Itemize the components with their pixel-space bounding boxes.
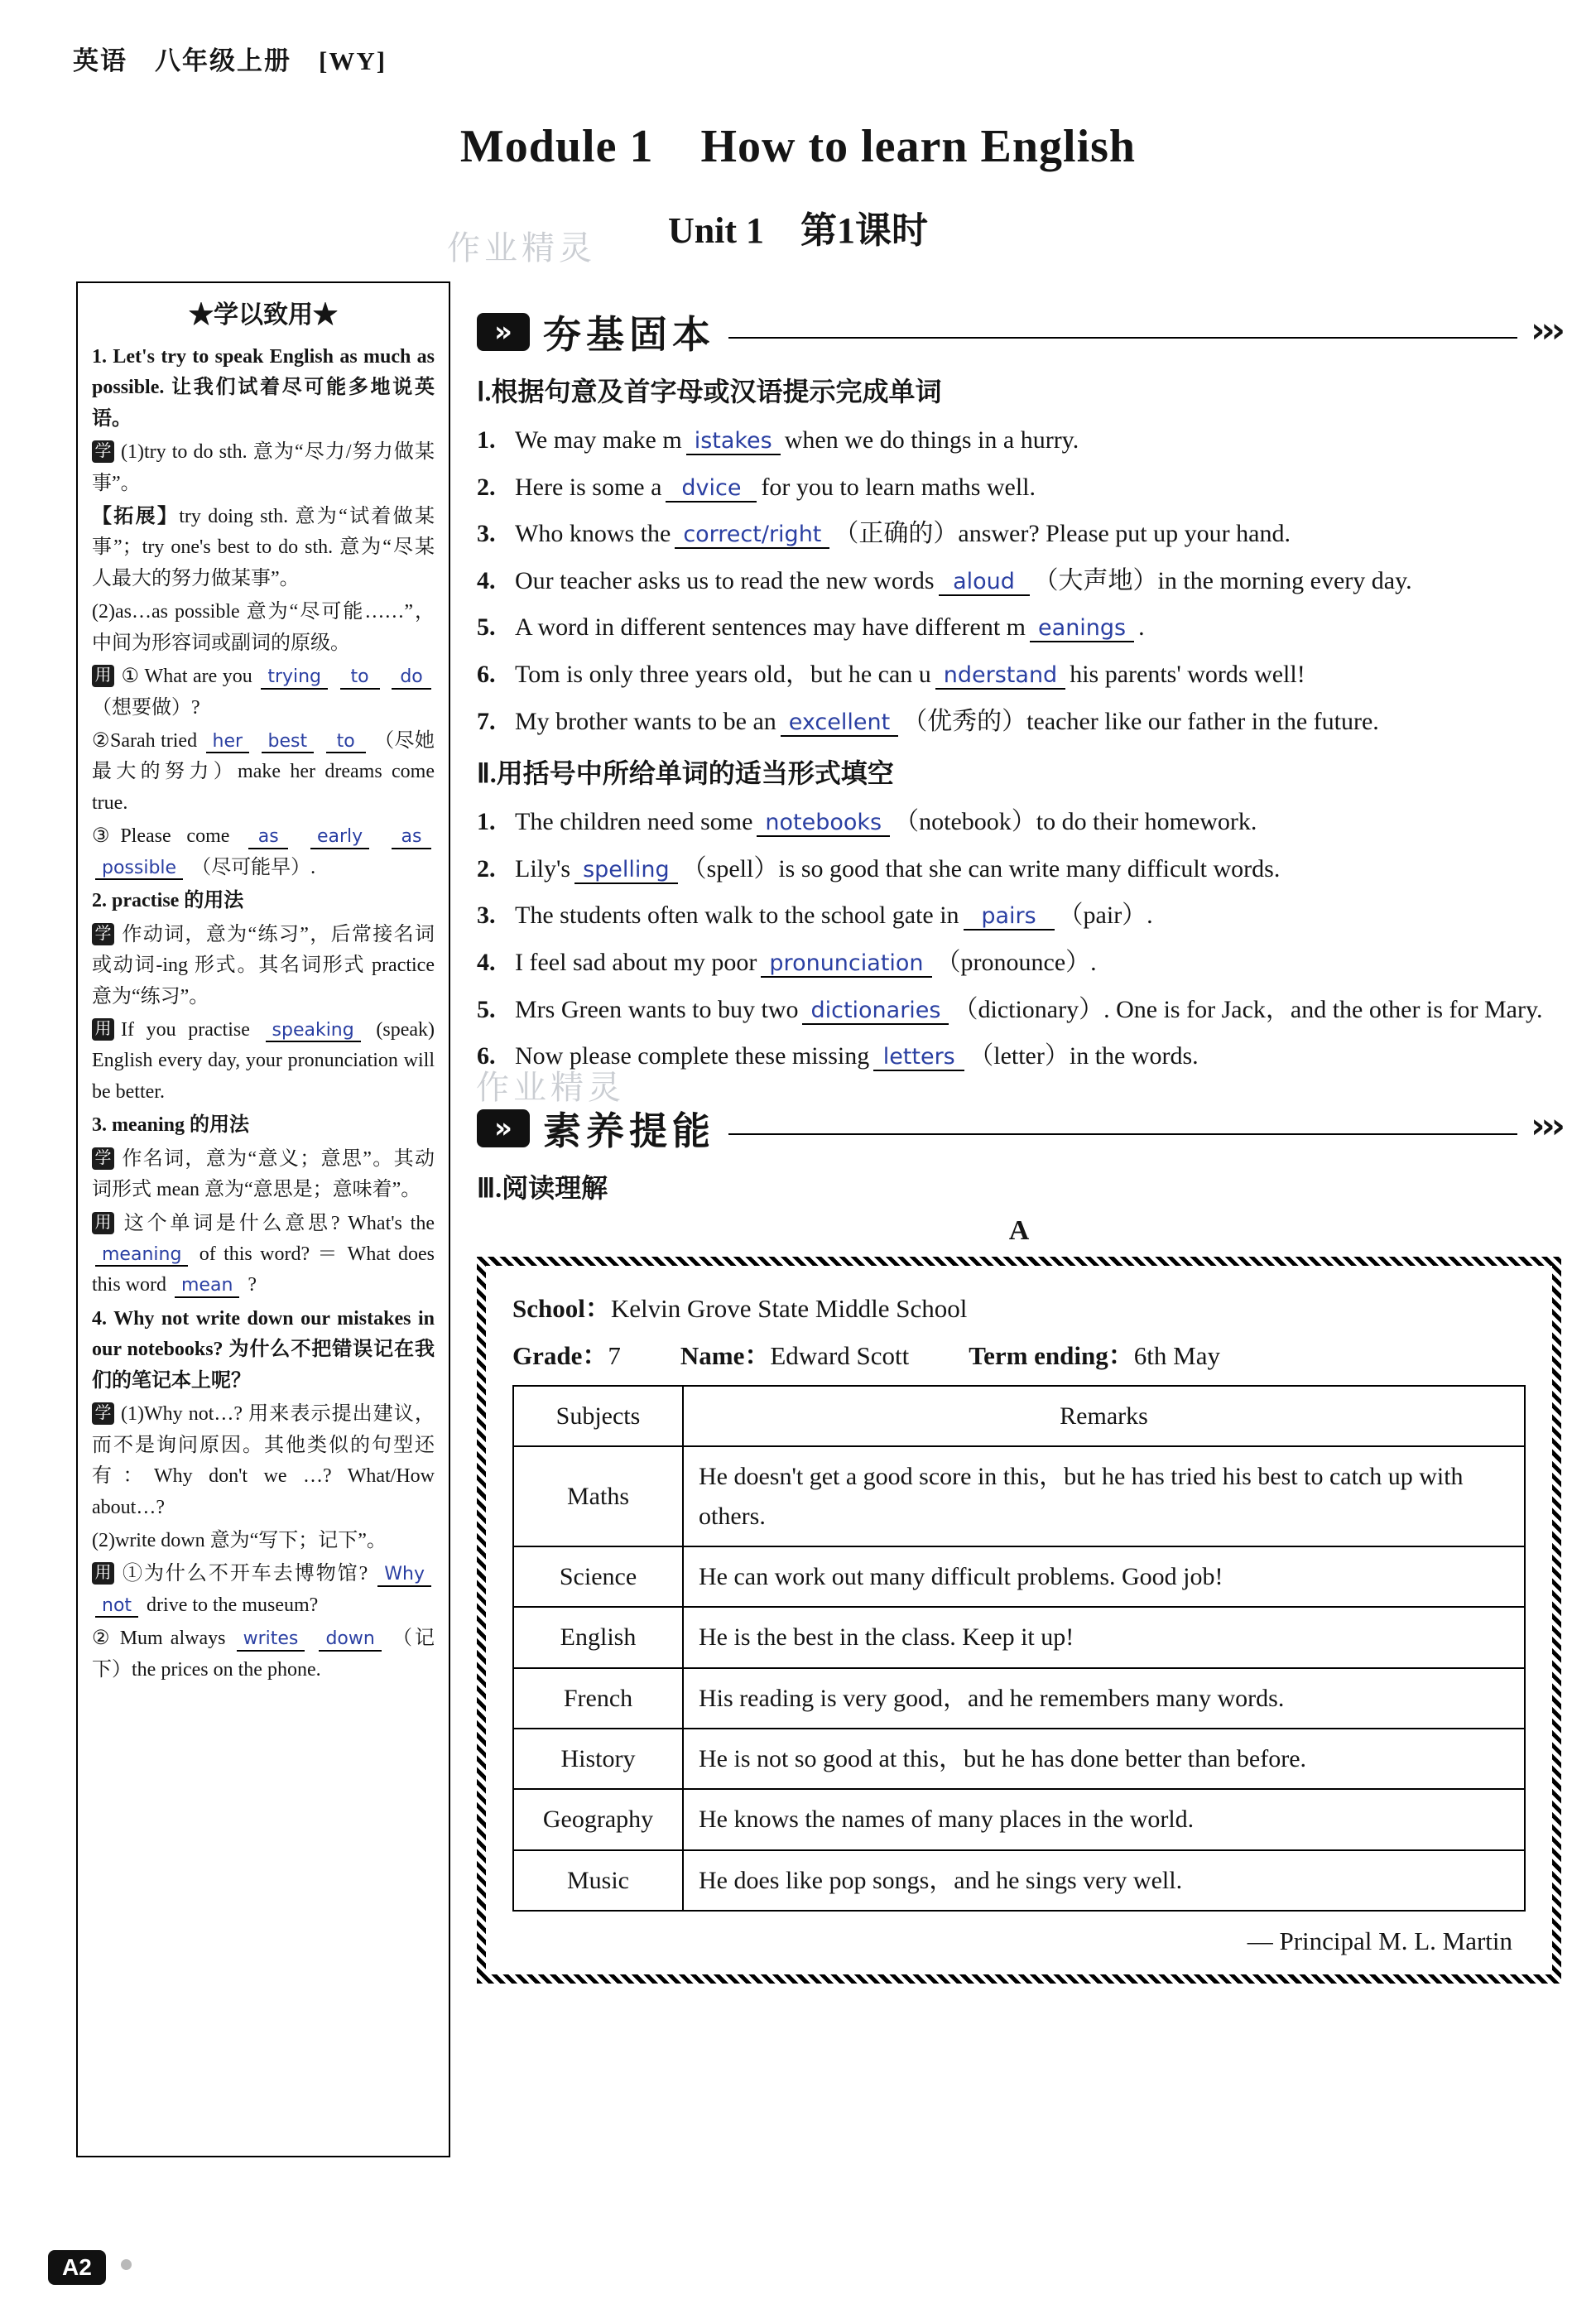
question-number: 7. [477,707,496,735]
question [477,419,1561,462]
handwritten-answer: istakes [694,428,772,454]
question-text: Here is some a [515,473,662,501]
grade-field [512,1335,621,1372]
question-text: Tom is only three years old，but he can u [515,660,931,688]
table-header-row [513,1386,1525,1446]
grade-value: 7 [608,1340,621,1370]
unit-title: Unit 1 第1课时 [667,210,929,251]
section-title: 夯基固本 [543,313,715,356]
table-row [513,1850,1525,1911]
question [477,560,1561,603]
answer-blank[interactable] [873,1042,964,1071]
study-notes-sidebar [76,281,450,2157]
handwritten-answer: dvice [681,474,742,501]
note-text: 作名词，意为“意义；意思”。其动词形式 mean 意为“意思是；意味着”。 [92,1147,435,1201]
handwritten-answer: best [267,731,308,753]
note-1-use-1 [92,661,435,724]
question [477,988,1561,1032]
answer-blank[interactable] [261,666,328,689]
handwritten-answer: meaning [102,1244,182,1266]
subject-cell: Geography [513,1789,683,1849]
note-1-use-3 [92,821,435,883]
school-label: School： [512,1293,611,1323]
column-header-subjects: Subjects [513,1386,683,1446]
question-text: The students often walk to the school gate in [515,902,959,930]
handwritten-answer: nderstand [943,661,1058,688]
note-1-heading [92,342,435,435]
handwritten-answer: not [102,1594,132,1616]
use-tag-icon: 用 [92,1562,114,1585]
note-4-use-1 [92,1559,435,1621]
note-text: (speak) English every day, your pronunciation will be better. [92,1018,435,1103]
note-3-use [92,1209,435,1301]
answer-blank[interactable] [248,825,288,849]
part1-heading: Ⅰ.根据句意及首字母或汉语提示完成单词 [477,377,942,406]
handwritten-answer: spelling [583,856,670,882]
content-columns [76,281,1561,2157]
question-text: The children need some [515,808,753,836]
handwritten-answer: letters [882,1044,955,1070]
handwritten-answer: correct/right [683,522,822,548]
learn-tag-icon: 学 [92,1402,114,1425]
note-text: ①为什么不开车去博物馆? [121,1563,368,1585]
table-row [513,1789,1525,1849]
handwritten-answer: early [317,826,363,848]
handwritten-answer: her [212,731,243,753]
note-text: of this word? ＝ What does this word [92,1243,435,1296]
question-number: 6. [477,660,496,688]
note-3-learn [92,1144,435,1206]
answer-blank[interactable] [675,520,829,549]
section-rule-line [728,337,1517,339]
handwritten-answer: to [336,731,355,753]
question-text: his parents' words well! [1070,660,1305,688]
note-4-heading-cn: 为什么不把错误记在我们的笔记本上呢？ [92,1339,435,1392]
answer-blank[interactable] [935,661,1065,690]
question-number: 5. [477,613,496,642]
note-text: ②Sarah tried [92,730,198,753]
handwritten-answer: possible [102,857,177,878]
expand-tag: 【拓展】 [92,505,180,527]
question-text: Mrs Green wants to buy two [515,995,799,1023]
report-meta-line [512,1335,1526,1372]
question-text: （notebook）to do their homework. [894,808,1257,836]
table-row [513,1607,1525,1667]
note-3-heading: 3. meaning 的用法 [92,1114,250,1137]
module-title: Module 1 How to learn English [459,121,1137,172]
question-number: 2. [477,473,496,501]
handwritten-answer: aloud [953,568,1015,594]
note-1-learn-1 [92,437,435,499]
note-text: （尽她最大的努力）make her dreams come true. [92,730,435,814]
question-text: when we do things in a hurry. [784,426,1079,454]
handwritten-answer: mean [181,1275,233,1296]
table-row [513,1546,1525,1607]
answer-blank[interactable] [95,1594,138,1618]
question [477,606,1561,649]
note-text: (1)try to do sth. 意为“尽力/努力做某事”。 [92,441,435,494]
note-1-learn-2: (2)as…as possible 意为“尽可能……”，中间为形容词或副词的原级。 [92,601,435,654]
term-value: 6th May [1133,1340,1220,1370]
question [477,466,1561,509]
remark-cell: He is the best in the class. Keep it up! [683,1607,1525,1667]
question-text: Our teacher asks us to read the new words [515,566,935,594]
question-text: for you to learn maths well. [761,473,1036,501]
answer-blank[interactable] [574,855,678,884]
section-header-foundation [477,305,1561,359]
question-number: 3. [477,520,496,548]
question-text: I feel sad about my poor [515,948,757,976]
term-field [969,1335,1220,1372]
handwritten-answer: dictionaries [810,997,941,1023]
decorative-border [477,1257,1561,1984]
handwritten-answer: eanings [1038,615,1127,642]
handwritten-answer: trying [267,666,322,688]
name-label: Name： [680,1340,771,1370]
learn-tag-icon: 学 [92,440,114,463]
section-title: 素养提能 [543,1109,715,1152]
question-text: （正确的）answer? Please put up your hand. [834,520,1291,548]
question-text: Now please complete these missing [515,1042,870,1070]
note-1-heading-cn: 让我们试着尽可能多地说英语。 [92,377,435,430]
main-content [477,281,1561,1984]
more-arrows-icon: ››› [1531,309,1561,350]
table-row [513,1446,1525,1546]
answer-blank[interactable] [310,825,369,849]
subject-cell: Music [513,1850,683,1911]
note-text: try doing sth. 意为“试着做某事”；try one's best to do sth. 意为“尽某人最大的努力做某事”。 [92,505,435,589]
answer-blank[interactable] [802,996,949,1025]
section-arrow-icon: » [477,1109,530,1147]
remark-cell: He can work out many difficult problems. Good job! [683,1546,1525,1607]
answer-blank[interactable] [95,857,183,880]
school-value: Kelvin Grove State Middle School [610,1293,968,1323]
answer-blank[interactable] [666,474,757,503]
remark-cell: He knows the names of many places in the world. [683,1789,1525,1849]
report-school-line [512,1287,1526,1325]
section-header-improve [477,1101,1561,1156]
note-2-use [92,1015,435,1108]
note-text: ① What are you [121,666,252,688]
subject-cell: Maths [513,1446,683,1546]
name-field [680,1335,909,1372]
column-header-remarks: Remarks [683,1386,1525,1446]
use-tag-icon: 用 [92,1018,114,1041]
note-text: If you practise [121,1018,250,1041]
subject-cell: English [513,1607,683,1667]
page-dot [121,2259,132,2270]
subject-cell: French [513,1668,683,1729]
question-number: 5. [477,995,496,1023]
note-text: （记下）the prices on the phone. [92,1628,435,1681]
part2-heading: Ⅱ.用括号中所给单词的适当形式填空 [477,758,894,789]
book-header: 英语 八年级上册 [WY] [73,46,387,75]
learn-tag-icon: 学 [92,1147,114,1170]
answer-blank[interactable] [326,730,366,753]
handwritten-answer: speaking [272,1019,354,1041]
note-text: (1)Why not…? 用来表示提出建议，而不是询问原因。其他类似的句型还有：Why don't we …? What/How about…? [92,1403,435,1518]
part3-heading: Ⅲ.阅读理解 [477,1172,608,1203]
question-text: （dictionary）. One is for Jack，and the other is for Mary. [953,995,1543,1023]
note-text: （想要做）? [92,696,200,719]
note-4-heading-en: 4. Why not write down our mistakes in our notebooks? [92,1307,435,1361]
use-tag-icon: 用 [92,1212,114,1234]
handwritten-answer: do [400,666,423,688]
handwritten-answer: to [350,666,369,688]
question-number: 4. [477,948,496,976]
question-number: 1. [477,808,496,836]
answer-blank[interactable] [781,708,898,737]
answer-blank[interactable] [1030,613,1134,642]
handwritten-answer: excellent [788,709,891,735]
answer-blank[interactable] [757,808,890,837]
term-label: Term ending： [969,1340,1134,1370]
grade-label: Grade： [512,1340,608,1370]
answer-blank[interactable] [686,426,781,455]
note-4-heading [92,1304,435,1397]
question-text: Who knows the [515,520,671,548]
section-rule-line [728,1133,1517,1135]
handwritten-answer: down [325,1628,375,1650]
handwritten-answer: pairs [981,903,1036,930]
answer-blank[interactable] [319,1628,381,1651]
note-2-learn [92,920,435,1012]
question-number: 2. [477,854,496,882]
question-text: A word in different sentences may have different m [515,613,1026,642]
note-2-heading: 2. practise 的用法 [92,890,244,912]
note-text: drive to the museum? [147,1594,319,1616]
answer-blank[interactable] [175,1274,239,1297]
answer-blank[interactable] [939,567,1030,596]
question-number: 4. [477,566,496,594]
name-value: Edward Scott [770,1340,910,1370]
question [477,941,1561,984]
note-1-use-2 [92,726,435,819]
note-4-learn-1 [92,1399,435,1523]
question-text: My brother wants to be an [515,707,776,735]
passage-label: A [1008,1214,1030,1246]
answer-blank[interactable] [266,1019,361,1042]
remark-cell: He is not so good at this，but he has done better than before. [683,1729,1525,1789]
note-4-use-2 [92,1623,435,1686]
report-table [512,1385,1526,1912]
note-text: ② Mum always [92,1628,226,1650]
note-4-learn-2: (2)write down 意为“写下；记下”。 [92,1529,387,1551]
question [477,700,1561,743]
question-number: 3. [477,902,496,930]
answer-blank[interactable] [761,949,931,978]
handwritten-answer: notebooks [765,810,882,836]
note-text: （尽可能早）. [191,856,316,878]
question-text: （优秀的）teacher like our father in the future. [902,707,1379,735]
more-arrows-icon: ››› [1531,1105,1561,1147]
note-text: 这个单词是什么意思? What's the [121,1212,435,1234]
question-text: （大声地）in the morning every day. [1033,566,1412,594]
remark-cell: He does like pop songs，and he sings very well. [683,1850,1525,1911]
answer-blank[interactable] [262,730,315,753]
answer-blank[interactable] [237,1628,305,1651]
question [477,1035,1561,1078]
note-1-heading-en: 1. Let's try to speak English as much as possible. [92,345,435,399]
question-text: （pronounce）. [935,948,1097,976]
question-text: （letter）in the words. [969,1042,1199,1070]
answer-blank[interactable] [340,666,380,689]
question-text: （pair）. [1058,902,1153,930]
question-text: （spell）is so good that she can write many difficult words. [681,854,1281,882]
answer-blank[interactable] [95,1243,188,1267]
handwritten-answer: writes [243,1628,299,1650]
answer-blank[interactable] [964,902,1055,931]
table-row [513,1668,1525,1729]
question [477,653,1561,696]
answer-blank[interactable] [392,666,431,689]
handwritten-answer: Why [384,1564,425,1585]
note-text: ③Please come [92,825,230,848]
report-card [486,1266,1552,1975]
section-arrow-icon: » [477,313,530,351]
remark-cell: His reading is very good，and he remembers many words. [683,1668,1525,1729]
answer-blank[interactable] [206,730,250,753]
question-number: 1. [477,426,496,454]
handwritten-answer: pronunciation [769,950,924,976]
handwritten-answer: as [401,826,422,848]
handwritten-answer: as [257,826,279,848]
question [477,848,1561,891]
question-number: 6. [477,1042,496,1070]
answer-blank[interactable] [392,825,431,849]
subject-cell: History [513,1729,683,1789]
principal-signature: — Principal M. L. Martin [1247,1926,1512,1956]
question-text: Lily's [515,854,571,882]
page-number-tab: A2 [48,2250,106,2285]
sidebar-title: ★学以致用★ [189,301,338,329]
remark-cell: He doesn't get a good score in this，but he has tried his best to catch up with others. [683,1446,1525,1546]
question-text: We may make m [515,426,682,454]
note-1-expand [92,502,435,594]
question-text: . [1138,613,1145,642]
learn-tag-icon: 学 [92,923,114,945]
question [477,512,1561,555]
note-text: 作动词，意为“练习”，后常接名词或动词-ing 形式。其名词形式 practice 意为“练习”。 [92,923,435,1008]
note-text: ? [248,1274,257,1296]
table-row [513,1729,1525,1789]
question [477,894,1561,937]
question [477,801,1561,844]
watermark: 作业精灵 [476,1070,625,1106]
use-tag-icon: 用 [92,665,114,687]
watermark: 作业精灵 [447,230,596,267]
answer-blank[interactable] [377,1563,431,1586]
subject-cell: Science [513,1546,683,1607]
